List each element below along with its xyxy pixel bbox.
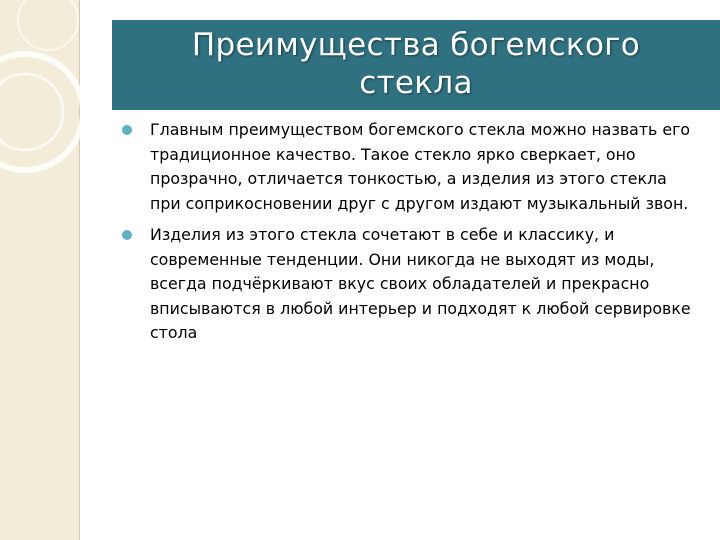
decorative-circles [0,0,80,540]
bullet-list [150,118,700,353]
bullet-icon [122,230,132,240]
bullet-item [150,118,700,216]
decorative-side-panel [0,0,80,540]
bullet-item [150,223,700,346]
slide-title: Преимущества богемского стекла [191,27,641,101]
bullet-icon [122,125,132,135]
bullet-text: Главным преимуществом богемского стекла можно назвать его традиционное качество. Такое стекло ярко сверкает, оно прозрачно, отличается тонкостью, а изделия из этого стекла при соприкосновении друг с другом издают музыкальный звон. [150,120,691,213]
bullet-text: Изделия из этого стекла сочетают в себе и классику, и современные тенденции. Они никогда не выходят из моды, всегда подчёркивают вкус своих обладателей и прекрасно вписываются в любой интерьер и подходят к любой сервировке стола [150,225,691,342]
title-bar [112,20,720,110]
